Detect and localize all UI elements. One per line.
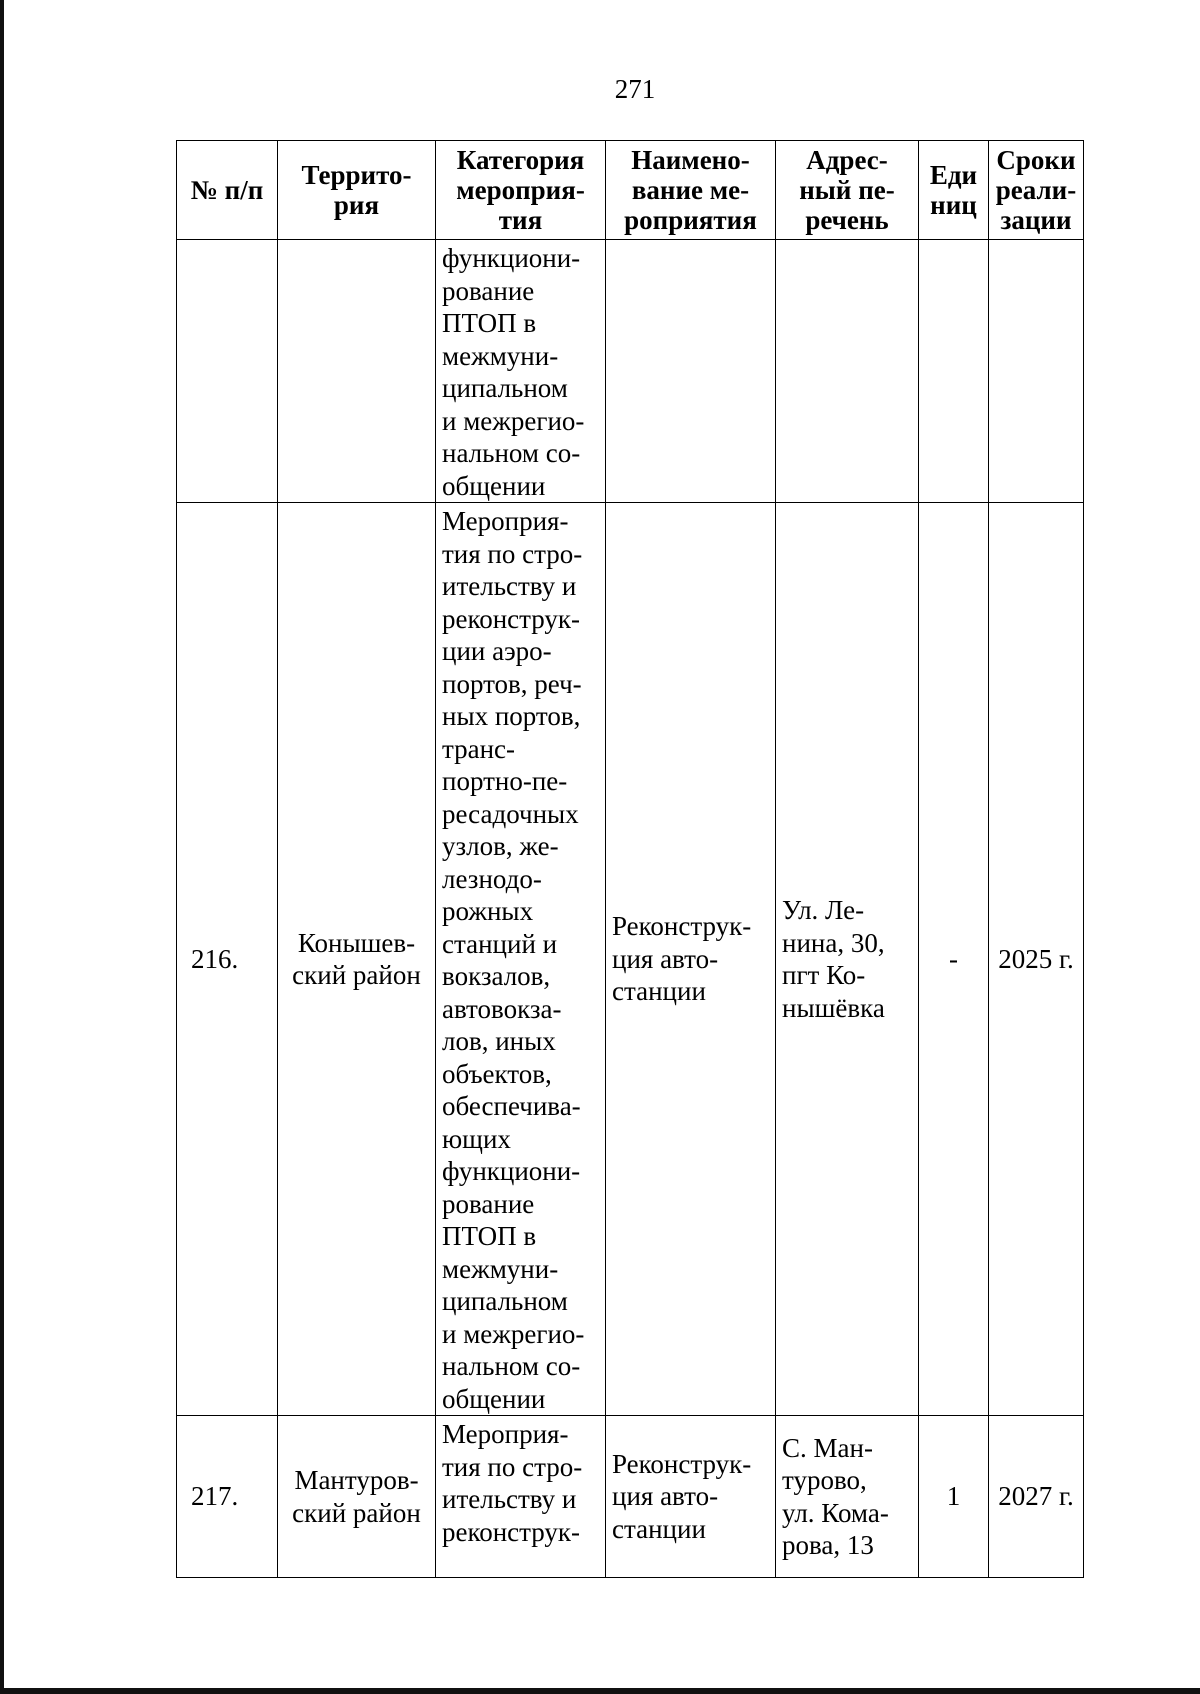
cell-category: Мероприя- тия по стро- ительству и реконструк- [436,1416,606,1578]
table-row-continuation [177,240,1084,503]
cell-name: Реконструк- ция авто- станции [606,1416,776,1578]
scan-border-bottom [0,1688,1200,1694]
header-name: Наимено- вание ме- роприятия [606,141,776,240]
header-territory: Террито- рия [278,141,436,240]
header-number: № п/п [177,141,278,240]
cell-number [177,240,278,503]
cell-units: 1 [919,1416,989,1578]
cell-territory: Конышев- ский район [278,503,436,1416]
cell-territory: Мантуров- ский район [278,1416,436,1578]
cell-name [606,240,776,503]
table-header-row [177,141,1084,240]
scan-border-left [0,0,4,1694]
header-units: Еди ниц [919,141,989,240]
cell-name: Реконструк- ция авто- станции [606,503,776,1416]
cell-number: 216. [177,503,278,1416]
cell-address: С. Ман- турово, ул. Кома- рова, 13 [776,1416,919,1578]
cell-category: Мероприя- тия по стро- ительству и реконструк- ции аэро- портов, реч- ных портов, транс- портно-пе- ресадочных узлов, же- лезнодо- рожных станций и вокзалов, автовокза- лов, иных объектов, обеспечива- ющих функциони- рование ПТОП в межмуни- ципальном и межрегио- нальном со- общении [436,503,606,1416]
header-term: Сроки реали- зации [989,141,1084,240]
cell-units: - [919,503,989,1416]
page-number: 271 [614,74,656,104]
cell-term: 2027 г. [989,1416,1084,1578]
table-row-216 [177,503,1084,1416]
cell-units [919,240,989,503]
cell-category: функциони- рование ПТОП в межмуни- ципальном и межрегио- нальном со- общении [436,240,606,503]
header-category: Категория мероприя- тия [436,141,606,240]
cell-term [989,240,1084,503]
header-address: Адрес- ный пе- речень [776,141,919,240]
table-row-217 [177,1416,1084,1578]
measures-table [176,140,1084,1578]
cell-address [776,240,919,503]
cell-address: Ул. Ле- нина, 30, пгт Ко- нышёвка [776,503,919,1416]
cell-number: 217. [177,1416,278,1578]
cell-term: 2025 г. [989,503,1084,1416]
cell-territory [278,240,436,503]
